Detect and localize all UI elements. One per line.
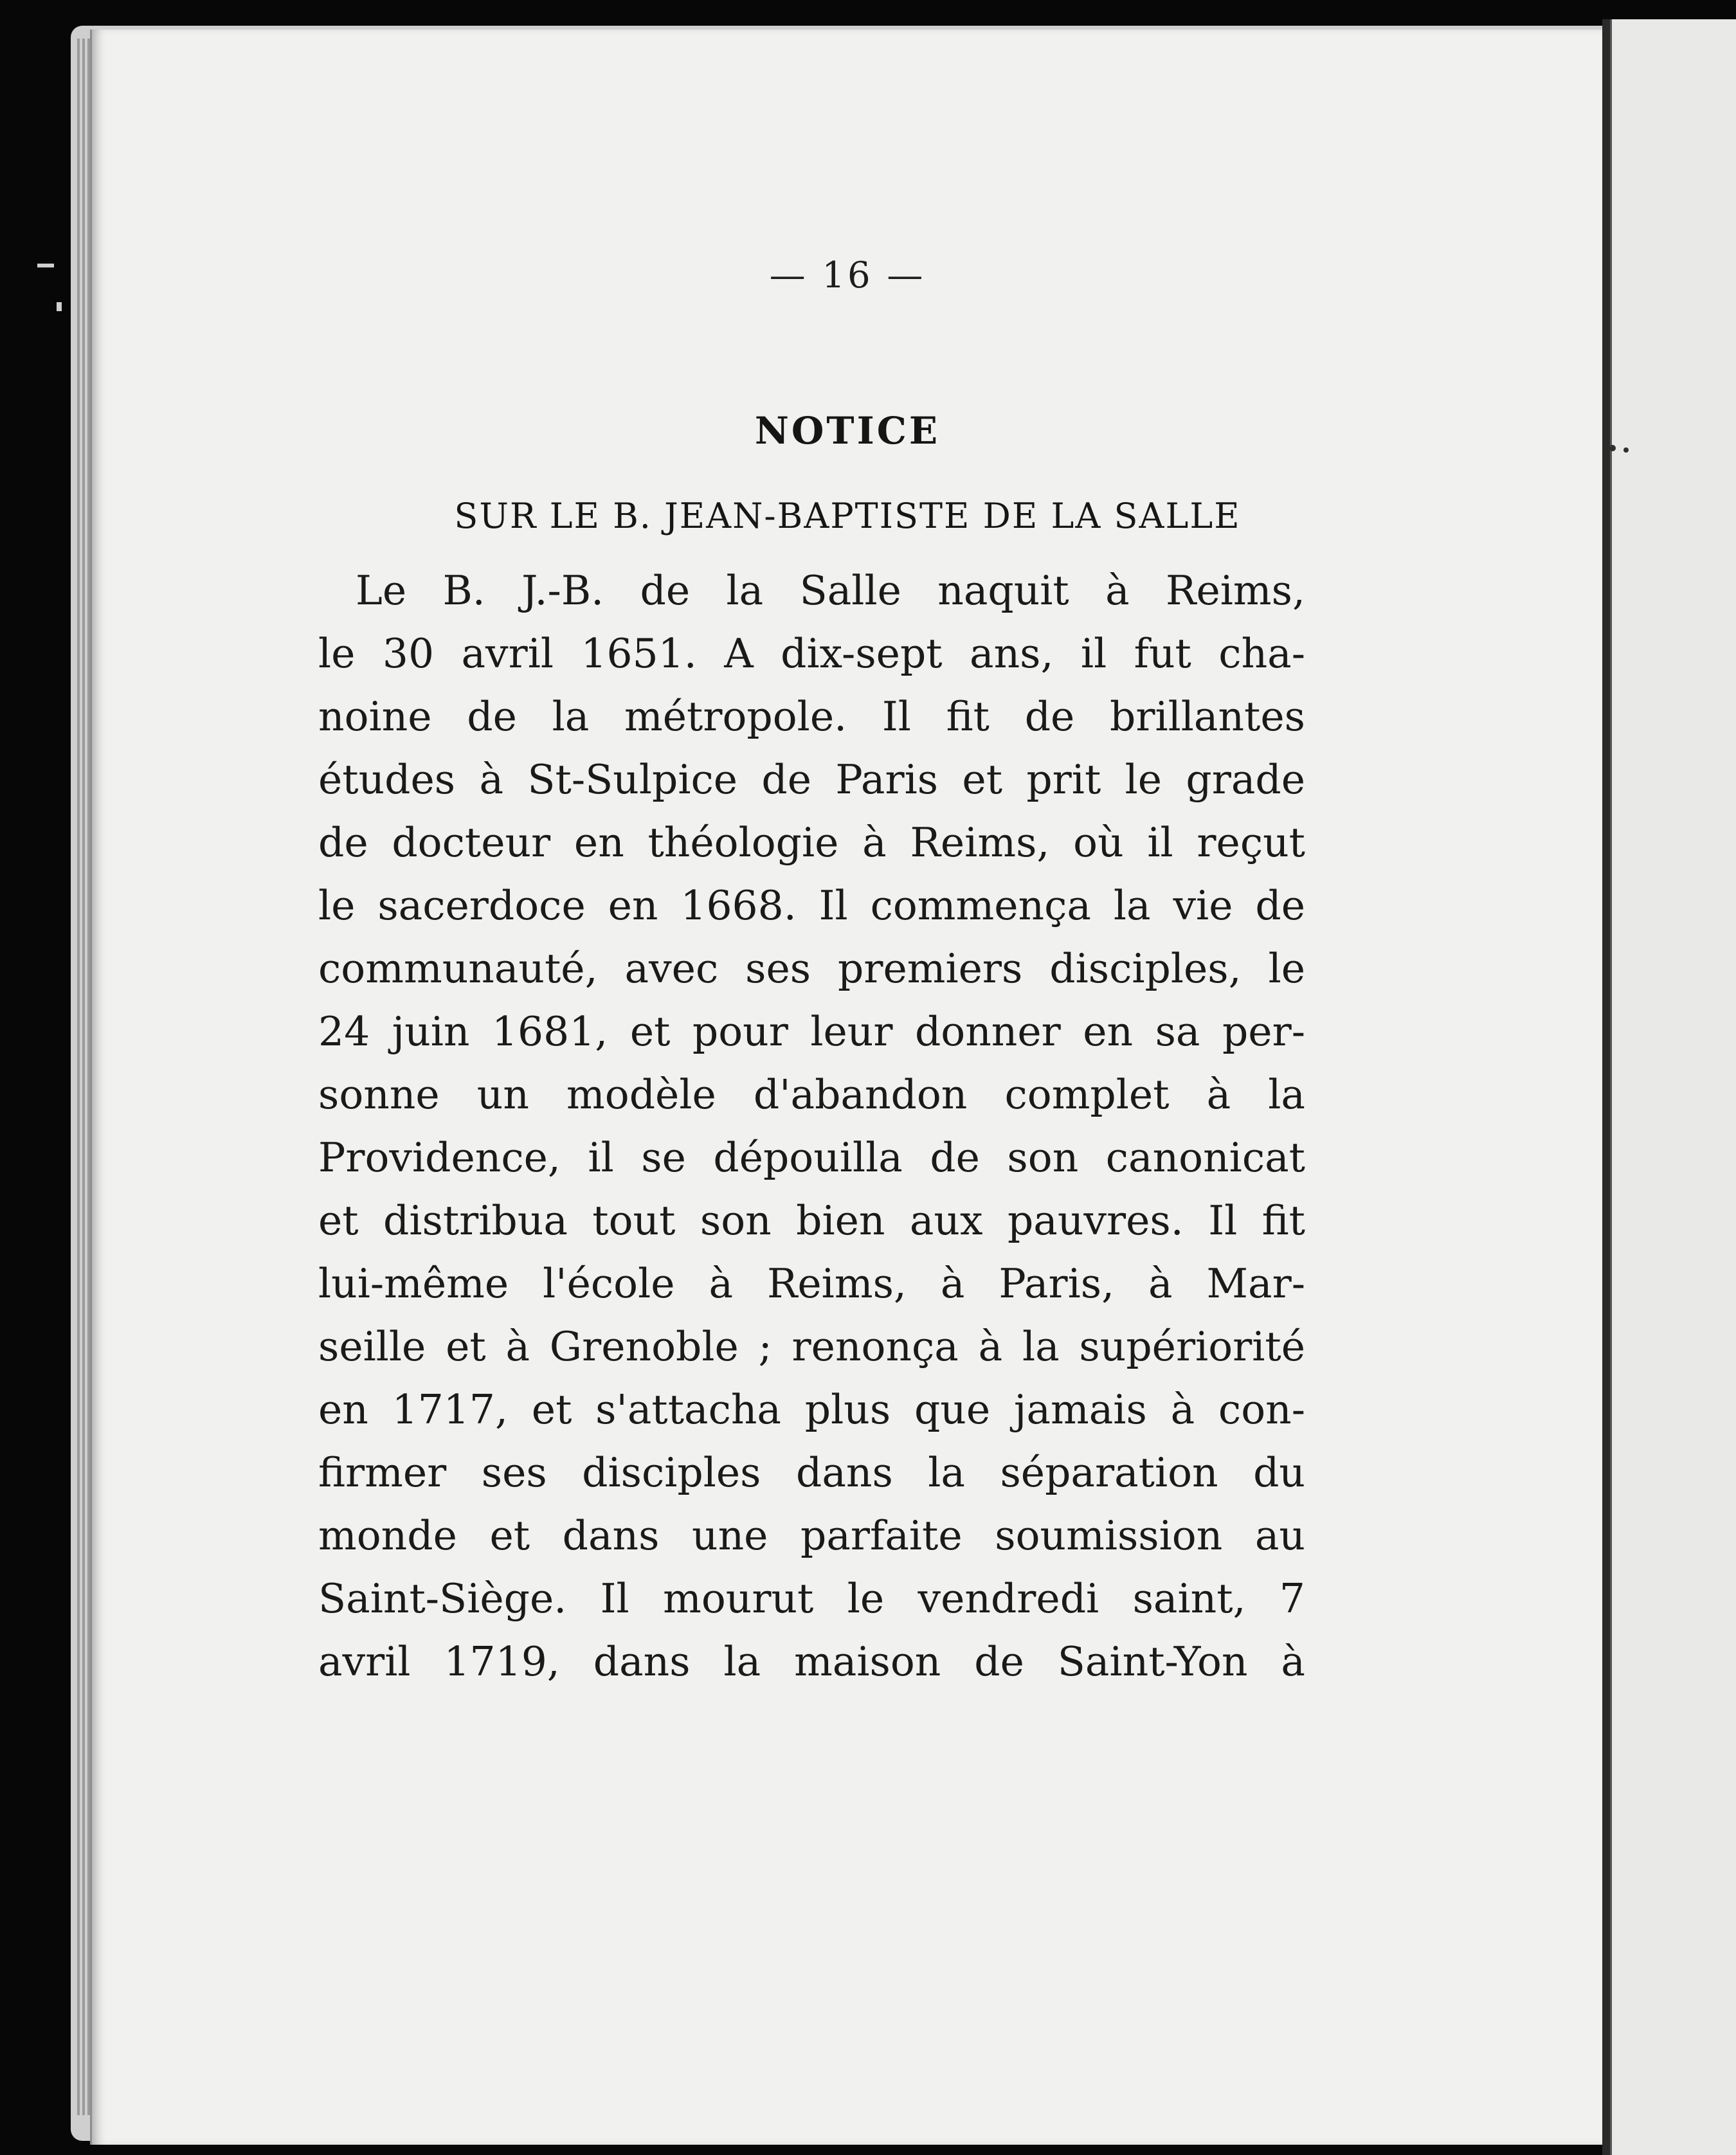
text-line: en 1717, et s'attacha plus que jamais à con- xyxy=(318,1386,1305,1433)
text-line: le 30 avril 1651. A dix-sept ans, il fut cha- xyxy=(318,630,1305,677)
text-line: lui-même l'école à Reims, à Paris, à Mar- xyxy=(318,1260,1305,1307)
scan-artifact xyxy=(1623,447,1629,453)
text-line: Saint-Siège. Il mourut le vendredi saint, 7 xyxy=(318,1575,1305,1622)
text-line: de docteur en théologie à Reims, où il reçut xyxy=(318,819,1305,866)
scan-artifact xyxy=(1609,445,1616,451)
text-line: 24 juin 1681, et pour leur donner en sa per- xyxy=(318,1008,1305,1055)
text-line: noine de la métropole. Il fit de brillantes xyxy=(318,693,1305,740)
text-line: seille et à Grenoble ; renonça à la supériorité xyxy=(318,1323,1305,1370)
page-edge xyxy=(77,39,80,2115)
text-line: études à St-Sulpice de Paris et prit le grade xyxy=(318,756,1305,803)
text-line: Providence, il se dépouilla de son canonicat xyxy=(318,1134,1305,1181)
text-line: et distribua tout son bien aux pauvres. Il fit xyxy=(318,1197,1305,1244)
body-paragraph xyxy=(318,559,1305,1693)
scan-artifact xyxy=(37,264,54,267)
notice-subtitle: SUR LE B. JEAN-BAPTISTE DE LA SALLE xyxy=(454,496,1241,536)
facing-page-edge xyxy=(1610,19,1736,2155)
page-number: — 16 — xyxy=(769,255,926,296)
page-edge xyxy=(82,39,85,2115)
text-line: avril 1719, dans la maison de Saint-Yon à xyxy=(318,1638,1305,1685)
scan-artifact xyxy=(57,302,62,311)
text-line: le sacerdoce en 1668. Il commença la vie de xyxy=(318,882,1305,929)
text-line: Le B. J.-B. de la Salle naquit à Reims, xyxy=(356,567,1305,614)
notice-title: NOTICE xyxy=(754,409,941,453)
book-gutter xyxy=(1602,19,1610,2155)
text-line: communauté, avec ses premiers disciples, le xyxy=(318,945,1305,992)
text-line: monde et dans une parfaite soumission au xyxy=(318,1512,1305,1559)
text-line: sonne un modèle d'abandon complet à la xyxy=(318,1071,1305,1118)
text-line: firmer ses disciples dans la séparation du xyxy=(318,1449,1305,1496)
